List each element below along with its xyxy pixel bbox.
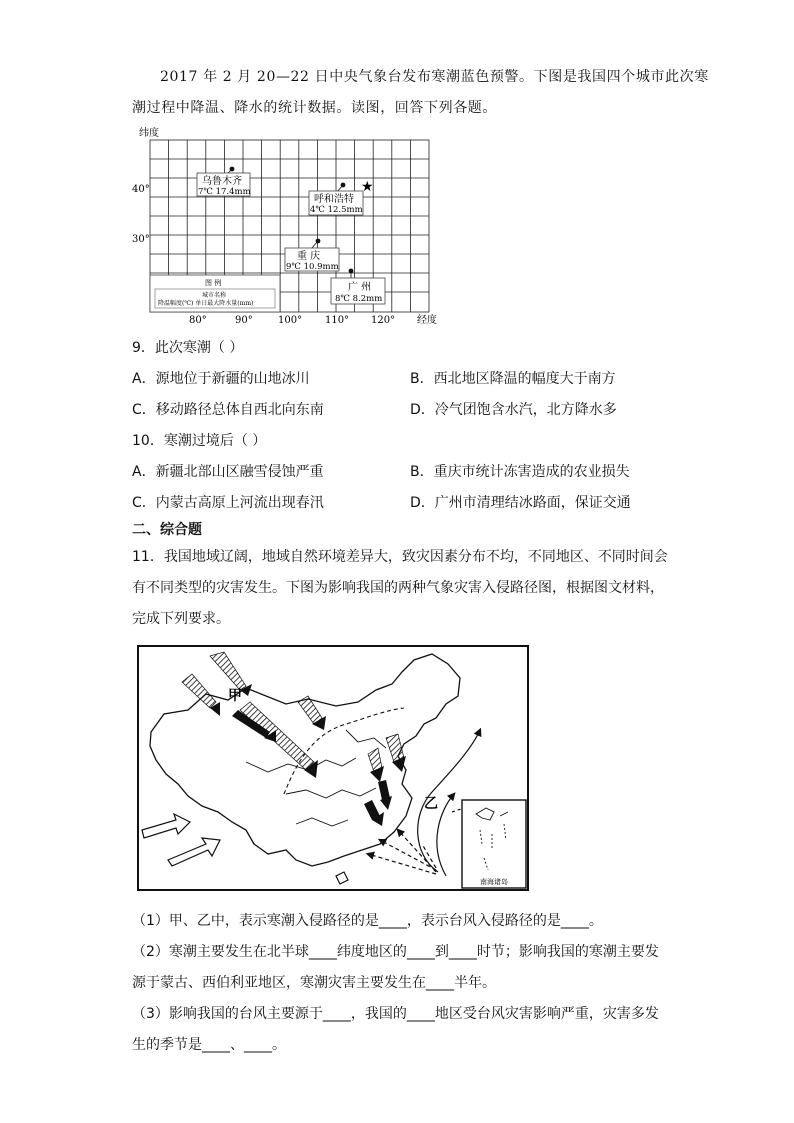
- city-name-chongqing: 重 庆: [297, 251, 321, 262]
- legend-row-city-name: 城市名称: [202, 292, 227, 299]
- sub-question-3-line-2: 生的季节是____、____。: [132, 1037, 286, 1053]
- q11-line-1: 11．我国地域辽阔，地域自然环境差异大，致灾因素分布不均，不同地区、不同时间会: [132, 549, 668, 565]
- q10-option-d: D．广州市清理结冰路面，保证交通: [410, 495, 631, 511]
- q10-option-b: B．重庆市统计冻害造成的农业损失: [410, 464, 630, 480]
- legend-row-units: 降温幅度(℃) 单日最大降水量(mm): [158, 300, 254, 307]
- q10-option-a: A．新疆北部山区融雪侵蚀严重: [132, 464, 324, 480]
- q10-stem: 10．寒潮过境后（ ）: [132, 433, 267, 449]
- y-tick-40: 40°: [132, 184, 150, 195]
- temperature-precip-grid-chart: [125, 125, 445, 325]
- city-name-urumqi: 乌鲁木齐: [202, 176, 242, 187]
- section-heading: 二、综合题: [132, 522, 202, 538]
- sub-question-1: （1）甲、乙中，表示寒潮入侵路径的是____，表示台风入侵路径的是____。: [132, 913, 603, 929]
- q9-option-b: B．西北地区降温的幅度大于南方: [410, 371, 616, 387]
- x-tick-80: 80°: [189, 315, 207, 325]
- sub-question-2-line-1: （2）寒潮主要发生在北半球____纬度地区的____到____时节；影响我国的寒潮主要发: [132, 944, 659, 960]
- south-china-sea-inset: [462, 800, 526, 888]
- city-data-chongqing: 9℃ 10.9mm: [286, 262, 339, 272]
- x-tick-110: 110°: [325, 315, 350, 325]
- city-data-urumqi: 7℃ 17.4mm: [198, 187, 251, 197]
- q9-option-d: D．冷气团饱含水汽，北方降水多: [410, 402, 617, 418]
- label-yi: 乙: [424, 796, 438, 812]
- x-tick-90: 90°: [235, 315, 253, 325]
- label-jia: 甲: [228, 688, 242, 704]
- inset-label: 南海诸岛: [480, 878, 508, 886]
- city-data-hohhot: 4℃ 12.5mm: [310, 205, 363, 215]
- x-axis-label: 经度: [417, 315, 437, 325]
- q11-line-2: 有不同类型的灾害发生。下图为影响我国的两种气象灾害入侵路径图，根据图文材料，: [132, 580, 664, 596]
- city-name-hohhot: 呼和浩特: [314, 194, 354, 205]
- legend-title: 图 例: [205, 279, 222, 287]
- q10-option-c: C．内蒙古高原上河流出现春汛: [132, 495, 324, 511]
- sub-question-2-line-2: 源于蒙古、西伯利亚地区，寒潮灾害主要发生在____半年。: [132, 975, 496, 991]
- sub-question-3-line-1: （3）影响我国的台风主要源于____，我国的____地区受台风灾害影响严重，灾害多发: [132, 1006, 659, 1022]
- city-data-guangzhou: 8℃ 8.2mm: [335, 294, 383, 304]
- star-icon: ★: [361, 179, 374, 195]
- q9-stem: 9．此次寒潮（ ）: [132, 340, 244, 356]
- x-tick-100: 100°: [278, 315, 303, 325]
- q11-line-3: 完成下列要求。: [132, 611, 230, 627]
- y-tick-30: 30°: [132, 234, 150, 245]
- intro-line-2: 潮过程中降温、降水的统计数据。读图，回答下列各题。: [132, 100, 497, 116]
- city-name-guangzhou: 广 州: [348, 282, 372, 293]
- x-tick-120: 120°: [371, 315, 396, 325]
- q9-option-a: A．源地位于新疆的山地冰川: [132, 371, 310, 387]
- disaster-path-map: [136, 644, 530, 892]
- q9-option-c: C．移动路径总体自西北向东南: [132, 402, 324, 418]
- y-axis-label: 纬度: [139, 128, 159, 139]
- intro-line-1: 2017 年 2 月 20—22 日中央气象台发布寒潮蓝色预警。下图是我国四个城市此次寒: [160, 69, 709, 85]
